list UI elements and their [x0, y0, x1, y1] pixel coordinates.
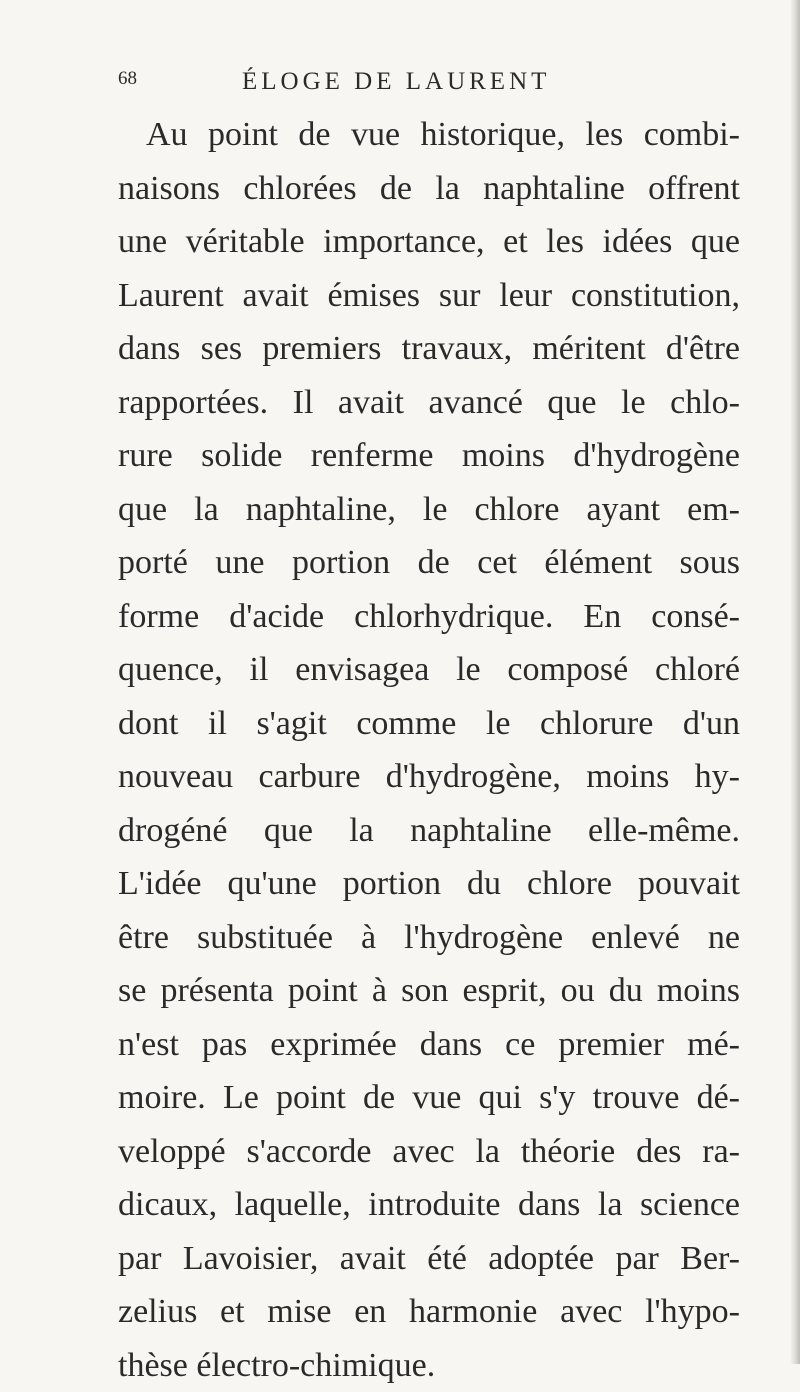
- text-line: forme d'acide chlorhydrique. En consé-: [118, 590, 740, 644]
- text-line: n'est pas exprimée dans ce premier mé-: [118, 1018, 740, 1072]
- body-paragraph: [118, 108, 740, 1392]
- text-line: se présenta point à son esprit, ou du moins: [118, 964, 740, 1018]
- text-line: rapportées. Il avait avancé que le chlo-: [118, 376, 740, 430]
- text-line: être substituée à l'hydrogène enlevé ne: [118, 911, 740, 965]
- text-line: Laurent avait émises sur leur constitution,: [118, 269, 740, 323]
- text-line: par Lavoisier, avait été adoptée par Ber-: [118, 1232, 740, 1286]
- page-number: 68: [118, 68, 137, 90]
- text-line: Au point de vue historique, les combi-: [118, 108, 740, 162]
- text-line: une véritable importance, et les idées que: [118, 215, 740, 269]
- text-line: zelius et mise en harmonie avec l'hypo-: [118, 1285, 740, 1339]
- text-line: naisons chlorées de la naphtaline offrent: [118, 162, 740, 216]
- text-line: drogéné que la naphtaline elle-même.: [118, 804, 740, 858]
- text-line: veloppé s'accorde avec la théorie des ra-: [118, 1125, 740, 1179]
- text-line: L'idée qu'une portion du chlore pouvait: [118, 857, 740, 911]
- text-line: dont il s'agit comme le chlorure d'un: [118, 697, 740, 751]
- running-title: ÉLOGE DE LAURENT: [242, 68, 550, 96]
- text-line: rure solide renferme moins d'hydrogène: [118, 429, 740, 483]
- text-line: porté une portion de cet élément sous: [118, 536, 740, 590]
- page-header: [118, 68, 718, 104]
- text-line: quence, il envisagea le composé chloré: [118, 643, 740, 697]
- text-line: thèse électro-chimique.: [118, 1339, 740, 1392]
- text-line: dicaux, laquelle, introduite dans la science: [118, 1178, 740, 1232]
- text-line: que la naphtaline, le chlore ayant em-: [118, 483, 740, 537]
- page-edge-shadow: [790, 0, 800, 1364]
- text-line: moire. Le point de vue qui s'y trouve dé-: [118, 1071, 740, 1125]
- text-line: dans ses premiers travaux, méritent d'être: [118, 322, 740, 376]
- text-line: nouveau carbure d'hydrogène, moins hy-: [118, 750, 740, 804]
